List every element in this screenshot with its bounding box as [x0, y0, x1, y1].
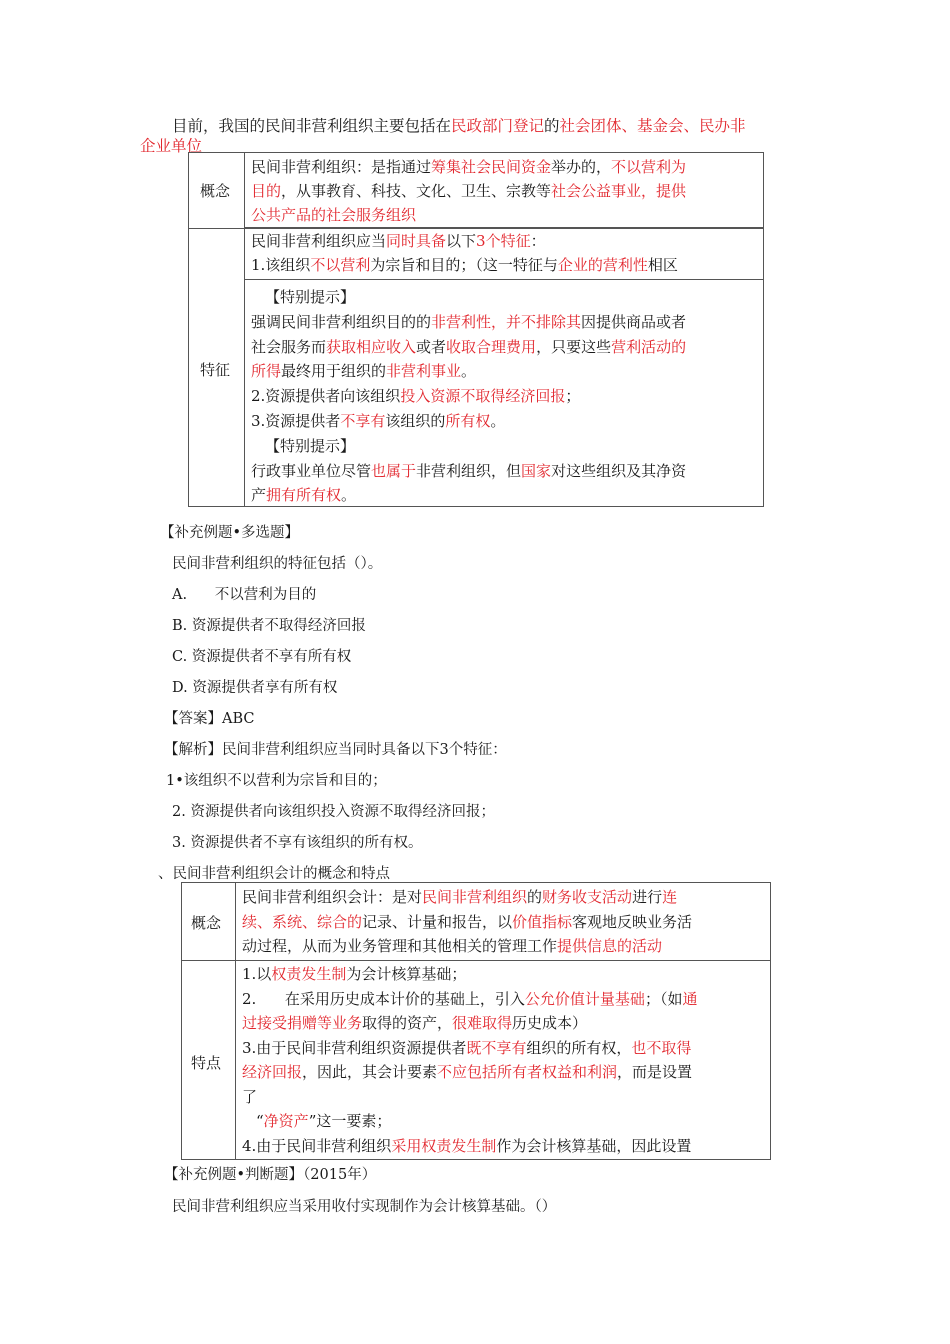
concept-label: 概念: [191, 914, 222, 932]
intro-highlight: 社会团体、基金会、民办非: [559, 117, 746, 135]
question2-title-text: 【补充例题•判断题】: [164, 1167, 304, 1183]
question2-stem: 民间非营利组织应当采用收付实现制作为会计核算基础。（）: [172, 1199, 557, 1215]
special-tip-1: 【特别提示】: [265, 288, 356, 306]
feature-intro-text: 民间非营利组织应当同时具备以下3个特征： 1.该组织不以营利为宗旨和目的；（这一特征与企业的营利性相区: [251, 232, 678, 274]
feature-body-text: 【特别提示】 强调民间非营利组织目的的非营利性，并不排除其因提供商品或者 社会服务而获取相应收入或者收取合理费用，只要这些营利活动的 所得最终用于组织的非营利事业。 2.资源提供者向该组织投入资源不取得经济回报； 3.资源提供者不享有该组织的所有权。 【特别提示】 行政事业单位尽管也属于非营利组织，但国家对这些组织及其净资 产拥有所有权。: [251, 285, 686, 508]
answer: 【答案】ABC: [164, 711, 255, 727]
intro-text: 的: [544, 117, 560, 135]
analysis-point-2: 2. 资源提供者向该组织投入资源不取得经济回报；: [172, 804, 495, 820]
question2-year: （2015年）: [303, 1167, 377, 1183]
question2-title: [164, 1163, 376, 1184]
feature-label: 特征: [200, 361, 231, 379]
special-tip-2: 【特别提示】: [265, 436, 356, 455]
col-divider: [235, 882, 236, 1160]
table-nonprofit-accounting: [181, 882, 771, 1160]
option-c: C. 资源提供者不享有所有权: [172, 649, 352, 665]
sub-row-divider: [244, 279, 764, 280]
analysis: 【解析】民间非营利组织应当同时具备以下3个特征：: [164, 742, 507, 758]
feature-text: 1.以权责发生制为会计核算基础； 2. 在采用历史成本计价的基础上，引入公允价值计量基础；（如通 过接受捐赠等业务取得的资产，很难取得历史成本） 3.由于民间非营利组织资源提供者既不享有组织的所有权，也不取得 经济回报，因此，其会计要素不应包括所有者权益和利润，而是设置 了 “净资产”这一要素； 4.由于民间非营利组织采用权责发生制作为会计核算基础，因此设置: [242, 965, 698, 1155]
concept-text: 民间非营利组织会计：是对民间非营利组织的财务收支活动进行连 续、系统、综合的记录、计量和报告，以价值指标客观地反映业务活 动过程，从而为业务管理和其他相关的管理工作提供信息的活动: [242, 888, 693, 955]
question1-title: 【补充例题•多选题】: [160, 525, 300, 541]
section2-heading: 、民间非营利组织会计的概念和特点: [158, 866, 390, 882]
intro-highlight: 民政部门登记: [451, 117, 545, 135]
analysis-point-1: 1•该组织不以营利为宗旨和目的；: [166, 773, 387, 789]
option-b: B. 资源提供者不取得经济回报: [172, 618, 366, 634]
concept-label: 概念: [200, 182, 231, 200]
row-divider: [181, 960, 771, 961]
col-divider: [244, 228, 245, 507]
intro-line-1: [172, 114, 746, 136]
option-d: D. 资源提供者享有所有权: [172, 680, 338, 696]
question1-stem: 民间非营利组织的特征包括（）。: [172, 556, 383, 572]
option-a: A. 不以营利为目的: [172, 587, 317, 603]
intro-text: 目前，我国的民间非营利组织主要包括在: [172, 117, 452, 135]
feature-label: 特点: [191, 1054, 222, 1072]
analysis-point-3: 3. 资源提供者不享有该组织的所有权。: [172, 835, 423, 851]
table-nonprofit-organization: [188, 152, 764, 507]
concept-text: 民间非营利组织：是指通过筹集社会民间资金举办的，不以营利为 目的，从事教育、科技、文化、卫生、宗教等社会公益事业，提供 公共产品的社会服务组织: [251, 158, 687, 224]
intro-line-2: 企业单位: [140, 137, 203, 155]
